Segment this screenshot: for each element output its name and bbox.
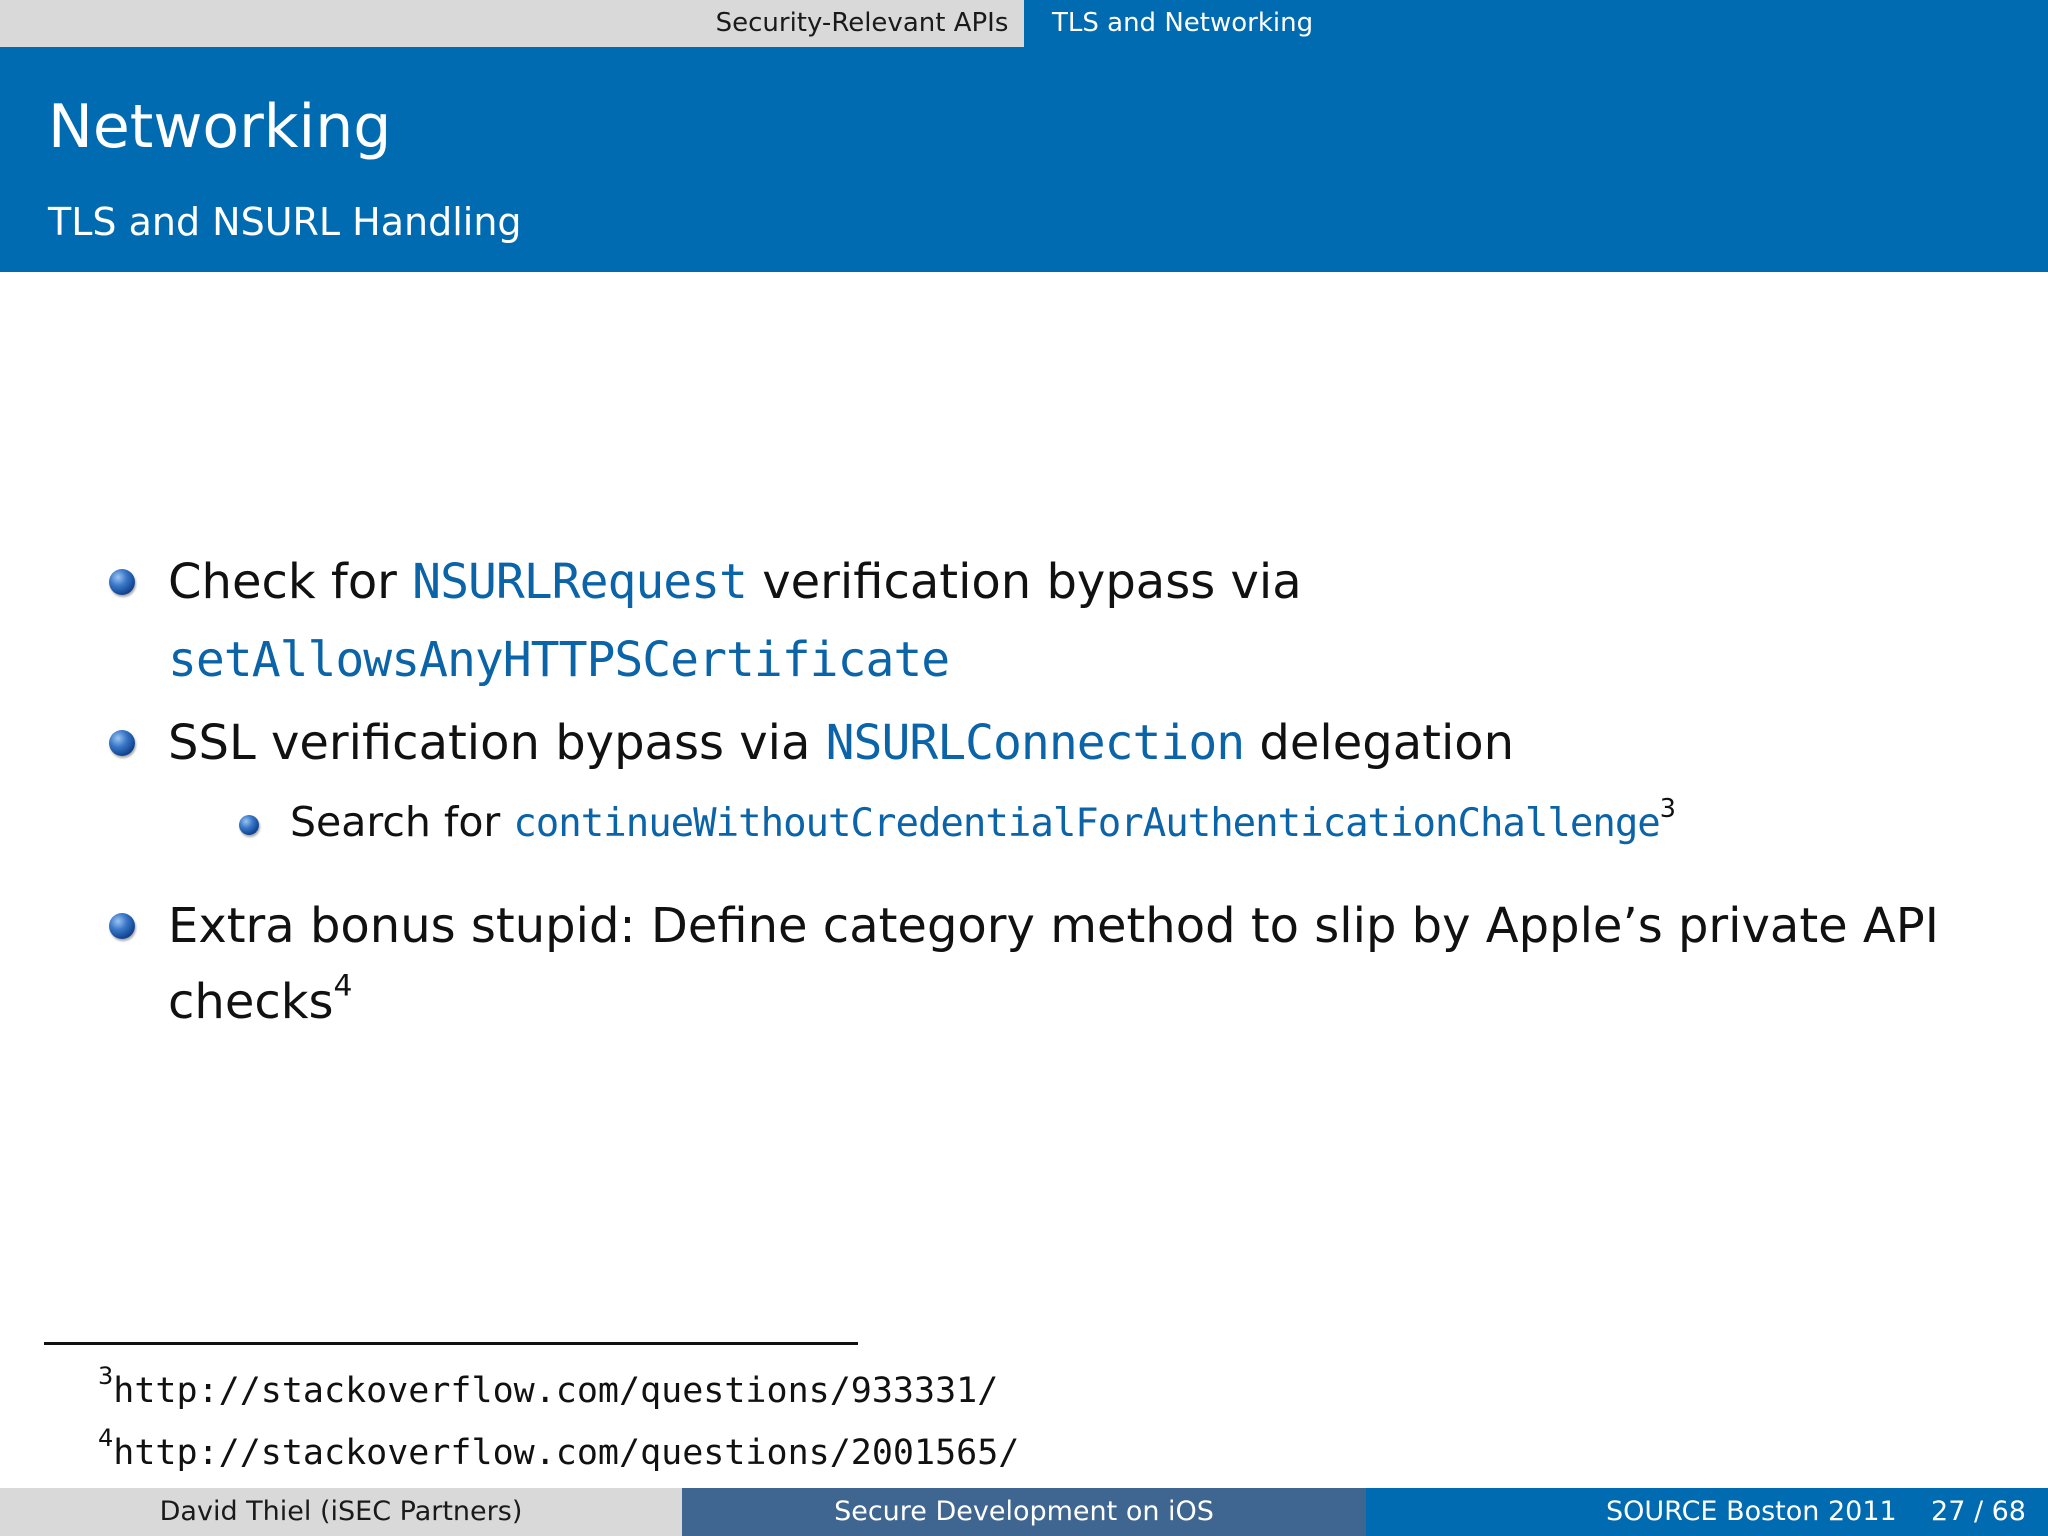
bullet-1-text-b: verification bypass via [746, 554, 1302, 610]
bullet-2-text-a: SSL verification bypass via [168, 715, 826, 771]
slide-title: Networking [48, 92, 392, 162]
footer-right [1366, 1488, 2048, 1536]
footnote-ref-3[interactable]: 3 [1659, 792, 1676, 823]
bullet-1-line-2 [168, 632, 950, 688]
code-nsurlconnection: NSURLConnection [825, 715, 1245, 771]
nav-section-security-apis[interactable]: Security-Relevant APIs [715, 8, 1009, 38]
bullet-2-text-b: delegation [1244, 715, 1515, 771]
bullet-1-text-a: Check for [168, 554, 413, 610]
bullet-3-line-1: Extra bonus stupid: Define category method to slip by Apple’s private API [168, 898, 1939, 954]
footer-talk-title: Secure Development on iOS [682, 1488, 1366, 1536]
nav-subsection-tls-networking[interactable]: TLS and Networking [1024, 0, 2048, 47]
code-setallowsanyhttpscertificate: setAllowsAnyHTTPSCertificate [168, 632, 950, 688]
bullet-icon [109, 913, 135, 939]
footnote-4 [98, 1424, 1020, 1473]
bullet-3-line-2 [168, 968, 353, 1030]
slide-footer [0, 1488, 2048, 1536]
footnote-link-4[interactable]: http://stackoverflow.com/questions/2001565/ [113, 1433, 1020, 1473]
bullet-icon [109, 569, 135, 595]
code-continuewithoutcredential: continueWithoutCredentialForAuthenticationChallenge [513, 801, 1660, 846]
section-navigation [0, 0, 2048, 47]
sub-bullet-text: Search for [290, 798, 514, 846]
bullet-1-line-1 [168, 554, 1302, 610]
slide-subtitle: TLS and NSURL Handling [48, 200, 522, 244]
code-nsurlrequest: NSURLRequest [412, 554, 747, 610]
bullet-icon [109, 730, 135, 756]
sub-bullet-icon [239, 815, 259, 835]
footer-author: David Thiel (iSEC Partners) [0, 1488, 682, 1536]
footnote-number: 4 [98, 1424, 114, 1452]
footnote-link-3[interactable]: http://stackoverflow.com/questions/933331/ [113, 1371, 999, 1411]
sub-bullet-line [290, 792, 1676, 846]
slide-header [0, 47, 2048, 272]
footer-page-number: 27 / 68 [1931, 1496, 2026, 1527]
bullet-3-text: checks [168, 974, 334, 1030]
footnote-ref-4[interactable]: 4 [333, 968, 353, 1004]
footer-conference: SOURCE Boston 2011 [1606, 1496, 1897, 1527]
footnote-3 [98, 1362, 999, 1411]
footnote-divider [44, 1342, 858, 1345]
footnote-number: 3 [98, 1362, 114, 1390]
bullet-2-line-1 [168, 715, 1515, 771]
